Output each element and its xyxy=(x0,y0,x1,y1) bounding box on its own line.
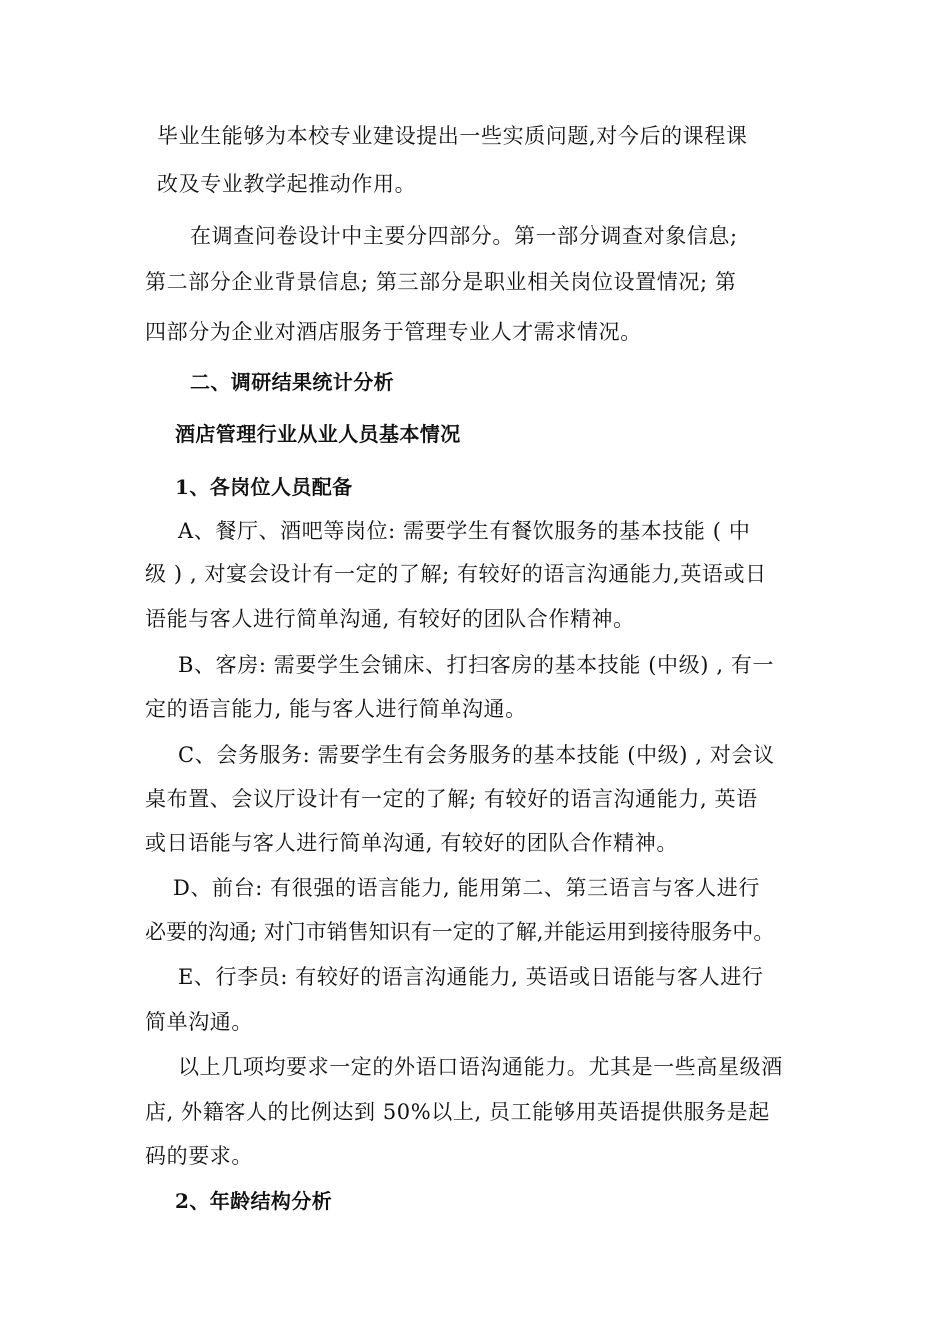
subsection-title: 酒店管理行业从业人员基本情况 xyxy=(175,422,461,446)
summary-line: 以上几项均要求一定的外语口语沟通能力。尤其是一些高星级酒 xyxy=(178,1055,783,1079)
paragraph-line: 毕业生能够为本校专业建设提出一些实质问题,对今后的课程课 xyxy=(157,124,748,148)
summary-line: 店, 外籍客人的比例达到 50%以上, 员工能够用英语提供服务是起 xyxy=(145,1100,770,1124)
position-line: C、会务服务: 需要学生有会务服务的基本技能 (中级) , 对会议 xyxy=(178,743,775,767)
position-line: E、行李员: 有较好的语言沟通能力, 英语或日语能与客人进行 xyxy=(178,965,764,989)
position-line: 或日语能与客人进行简单沟通, 有较好的团队合作精神。 xyxy=(145,831,678,855)
item-heading: 1、各岗位人员配备 xyxy=(175,475,353,499)
position-line: 级 ) , 对宴会设计有一定的了解; 有较好的语言沟通能力,英语或日 xyxy=(145,562,767,586)
paragraph-line: 第二部分企业背景信息; 第三部分是职业相关岗位设置情况; 第 xyxy=(145,270,737,294)
position-line: 语能与客人进行简单沟通, 有较好的团队合作精神。 xyxy=(145,607,635,631)
position-line: A、餐厅、酒吧等岗位: 需要学生有餐饮服务的基本技能 ( 中 xyxy=(178,519,751,543)
position-line: 必要的沟通; 对门市销售知识有一定的了解,并能运用到接待服务中。 xyxy=(145,920,775,944)
section-heading: 二、调研结果统计分析 xyxy=(190,370,394,394)
position-line: B、客房: 需要学生会铺床、打扫客房的基本技能 (中级) , 有一 xyxy=(178,653,775,677)
position-line: 桌布置、会议厅设计有一定的了解; 有较好的语言沟通能力, 英语 xyxy=(145,787,758,811)
summary-line: 码的要求。 xyxy=(145,1144,253,1168)
position-line: D、前台: 有很强的语言能力, 能用第二、第三语言与客人进行 xyxy=(173,876,760,900)
paragraph-line: 改及专业教学起推动作用。 xyxy=(157,172,417,196)
item-heading: 2、年龄结构分析 xyxy=(175,1189,333,1213)
paragraph-line: 四部分为企业对酒店服务于管理专业人才需求情况。 xyxy=(145,320,642,344)
paragraph-line: 在调查问卷设计中主要分四部分。第一部分调查对象信息; xyxy=(190,224,738,248)
position-line: 简单沟通。 xyxy=(145,1010,253,1034)
position-line: 定的语言能力, 能与客人进行简单沟通。 xyxy=(145,697,527,721)
